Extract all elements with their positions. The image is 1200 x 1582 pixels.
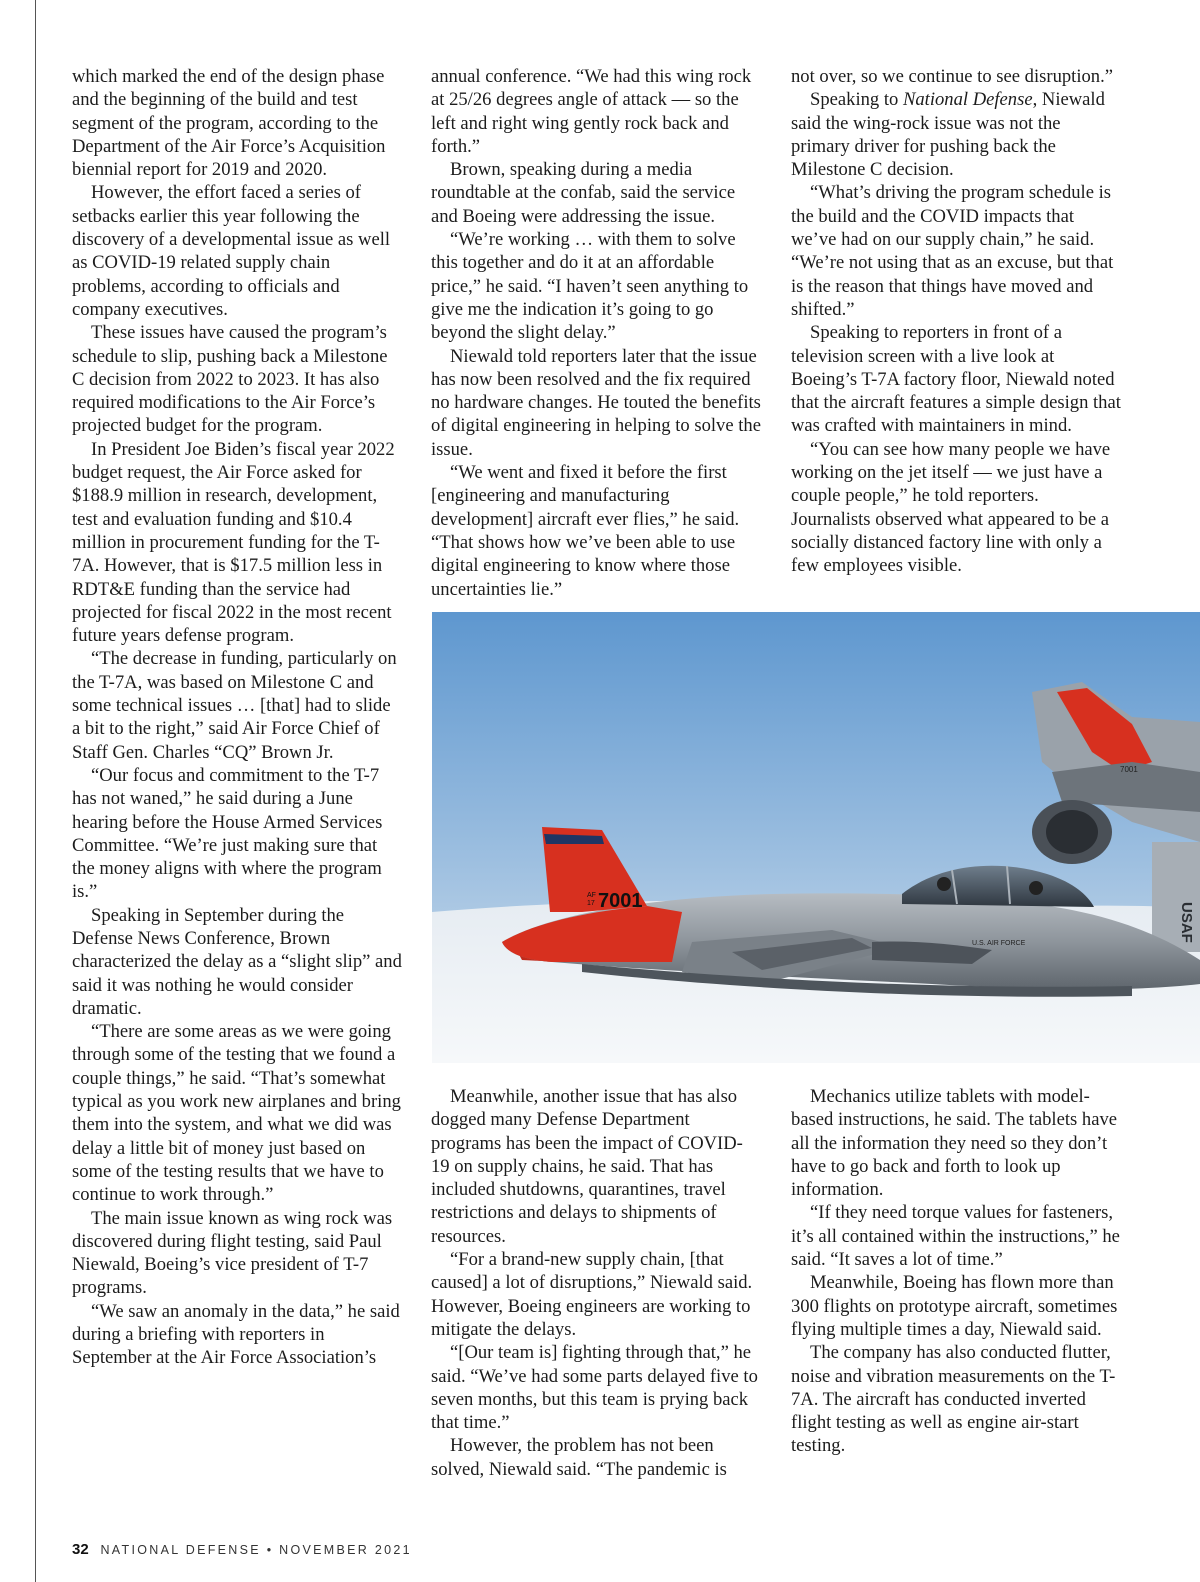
paragraph: “There are some areas as we were going through some of the testing that we found a couple things,” he said. “That’s somewhat typical as you work new airplanes and bring them into the system, and what we did was delay a little bit of money just based on some of the testing results that we have to continue to work through.” xyxy=(72,1021,401,1206)
page-number: 32 xyxy=(72,1541,89,1558)
tail-number: 7001 xyxy=(598,890,643,912)
tail-number-prefix: AF xyxy=(587,892,596,899)
paragraph: “Our focus and commitment to the T-7 has not waned,” he said during a June hearing before the House Armed Services Committee. “We’re just making sure that the money aligns with where the program is.” xyxy=(72,764,383,903)
page-footer xyxy=(72,1541,412,1558)
paragraph: However, the problem has not been solved, Niewald said. “The pandemic is xyxy=(431,1435,727,1480)
paragraph: “[Our team is] fighting through that,” he said. “We’ve had some parts delayed five to seven months, but this team is prying back that time.” xyxy=(431,1342,758,1434)
second-jet-marking: USAF xyxy=(1178,902,1195,943)
article-column-2-top xyxy=(431,65,761,601)
t7a-jet-photo xyxy=(432,612,1200,1063)
paragraph: Mechanics utilize tablets with model-based instructions, he said. The tablets have all the information they need so they don’t have to go back and forth to look up information. xyxy=(791,1086,1117,1201)
paragraph: The main issue known as wing rock was discovered during flight testing, said Paul Niewald, Boeing’s vice president of T-7 programs. xyxy=(72,1207,393,1299)
issue-date: NOVEMBER 2021 xyxy=(279,1543,412,1557)
article-column-2-bottom xyxy=(431,1085,761,1481)
paragraph: which marked the end of the design phase and the beginning of the build and test segment of the program, according to the Department of the Air Force’s Acquisition biennial report for 2019 and 2020. xyxy=(72,66,386,181)
paragraph: Brown, speaking during a media roundtable at the confab, said the service and Boeing were addressing the issue. xyxy=(431,159,736,227)
paragraph: “If they need torque values for fasteners, it’s all contained within the instructions,” he said. “It saves a lot of time.” xyxy=(791,1202,1120,1271)
paragraph: In President Joe Biden’s fiscal year 2022 budget request, the Air Force asked for $188.9 million in research, development, test and evaluation funding and $10.4 million in procurement funding for the T-7A. However, that is $17.5 million less in RDT&E funding than the service had projected for fiscal 2022 in the most recent future years defense program. xyxy=(72,438,395,647)
paragraph: “We’re working … with them to solve this together and do it at an affordable price,” he said. “I haven’t seen anything to give me the indication it’s going to go beyond the slight delay.” xyxy=(431,229,749,344)
paragraph: These issues have caused the program’s schedule to slip, pushing back a Milestone C decision from 2022 to 2023. It has also required modifications to the Air Force’s projected budget for the program. xyxy=(72,322,388,437)
paragraph: However, the effort faced a series of setbacks earlier this year following the discovery of a developmental issue as well as COVID-19 related supply chain problems, according to officials and company executives. xyxy=(72,182,391,320)
paragraph: “We went and fixed it before the first [engineering and manufacturing development] aircraft ever flies,” he said. “That shows how we’ve been able to use digital engineering to know where those uncertainties lie.” xyxy=(431,462,740,600)
paragraph: annual conference. “We had this wing rock at 25/26 degrees angle of attack — so the left and right wing gently rock back and forth.” xyxy=(431,66,752,157)
jet-illustration xyxy=(432,612,1200,1063)
paragraph: “The decrease in funding, particularly on the T-7A, was based on Milestone C and some technical issues … [that] had to slide a bit to the right,” said Air Force Chief of Staff Gen. Charles “CQ” Brown Jr. xyxy=(72,648,397,763)
second-jet-tail-number: 7001 xyxy=(1120,765,1138,774)
italic-publication-name: National Defense xyxy=(902,89,1033,111)
publication-name: NATIONAL DEFENSE xyxy=(100,1543,261,1557)
paragraph: Meanwhile, Boeing has flown more than 300 flights on prototype aircraft, sometimes flying multiple times a day, Niewald said. xyxy=(791,1272,1118,1340)
paragraph: The company has also conducted flutter, noise and vibration measurements on the T-7A. The aircraft has conducted inverted flight testing as well as engine air-start testing. xyxy=(791,1342,1116,1457)
paragraph: “You can see how many people we have working on the jet itself — we just have a couple people,” he told reporters. Journalists observed what appeared to be a socially distanced factory line with only a few employees visible. xyxy=(791,438,1111,577)
paragraph: Speaking to reporters in front of a television screen with a live look at Boeing’s T-7A factory floor, Niewald noted that the aircraft features a simple design that was crafted with maintainers in mind. xyxy=(791,322,1121,437)
left-margin-rule xyxy=(35,0,36,1582)
paragraph: Meanwhile, another issue that has also dogged many Defense Department programs has been the impact of COVID-19 on supply chains, he said. That has included shutdowns, quarantines, travel restrictions and delays to shipments of resources. xyxy=(431,1086,743,1247)
paragraph: “We saw an anomaly in the data,” he said during a briefing with reporters in September at the Air Force Association’s xyxy=(72,1300,400,1369)
paragraph: not over, so we continue to see disruption.” xyxy=(791,66,1113,87)
footer-separator: • xyxy=(266,1543,274,1557)
paragraph: “For a brand-new supply chain, [that caused] a lot of disruptions,” Niewald said. However, Boeing engineers are working to mitigate the delays. xyxy=(431,1249,753,1340)
article-column-1 xyxy=(72,65,402,1370)
paragraph: Speaking in September during the Defense News Conference, Brown characterized the delay as a “slight slip” and said it was nothing he would consider dramatic. xyxy=(72,904,402,1019)
svg-text:17: 17 xyxy=(587,900,595,907)
fuselage-marking: U.S. AIR FORCE xyxy=(972,940,1026,947)
paragraph: Speaking to National Defense, Niewald said the wing-rock issue was not the primary driver for pushing back the Milestone C decision. xyxy=(791,89,1105,181)
paragraph: “What’s driving the program schedule is the build and the COVID impacts that we’ve had on our supply chain,” he said. “We’re not using that as an excuse, but that is the reason that things have moved and shifted.” xyxy=(791,182,1114,320)
paragraph: Niewald told reporters later that the issue has now been resolved and the fix required no hardware changes. He touted the benefits of digital engineering in helping to solve the issue. xyxy=(431,345,761,460)
article-column-3-bottom xyxy=(791,1085,1121,1458)
article-column-3-top xyxy=(791,65,1121,578)
